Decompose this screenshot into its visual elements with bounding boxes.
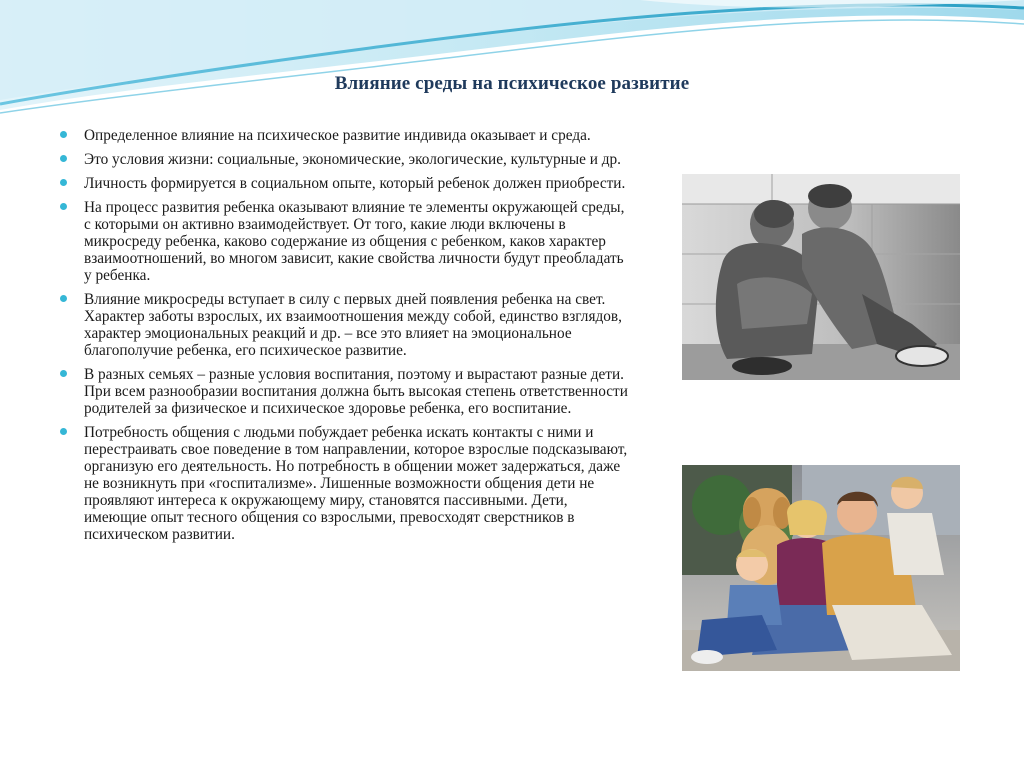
photo-sad-children: [682, 174, 960, 380]
list-item: [60, 424, 630, 543]
bullet-text: Определенное влияние на психическое развитие индивида оказывает и среда.: [84, 127, 591, 144]
bullet-text: Личность формируется в социальном опыте, который ребенок должен приобрести.: [84, 175, 626, 192]
bullet-text: Это условия жизни: социальные, экономические, экологические, культурные и др.: [84, 151, 621, 168]
header-wave-decoration: [0, 0, 1024, 120]
bullet-list: [60, 127, 630, 550]
list-item: [60, 199, 630, 284]
slide-title: Влияние среды на психическое развитие: [334, 73, 690, 94]
list-item: [60, 127, 630, 144]
list-item: [60, 151, 630, 168]
list-item: [60, 291, 630, 359]
bullet-dot-icon: [60, 179, 67, 186]
list-item: [60, 175, 630, 192]
photo-happy-family: [682, 465, 960, 671]
bullet-dot-icon: [60, 131, 67, 138]
bullet-text: Потребность общения с людьми побуждает ребенка искать контакты с ними и перестраивать свое поведение в том направлении, которое взрослые подсказывают, организую его деятельность. Но потребность в общении может задержаться, даже не возникнуть при «госпитализме». Лишенные возможности общения дети не проявляют интереса к окружающему миру, становятся пассивными. Дети, имеющие опыт тесного общения со взрослыми, превосходят сверстников в психическом развитии.: [84, 424, 628, 543]
list-item: [60, 366, 630, 417]
bullet-text: На процесс развития ребенка оказывают влияние те элементы окружающей среды, с которыми он активно взаимодействует. От того, какие люди включены в микросреду ребенка, каково содержание из общения с ребенком, каков характер взаимоотношений, во многом зависит, какие свойства личности будут преобладать у ребенка.: [84, 199, 625, 284]
bullet-dot-icon: [60, 428, 67, 435]
bullet-dot-icon: [60, 295, 67, 302]
bullet-text: В разных семьях – разные условия воспитания, поэтому и вырастают разные дети. При всем разнообразии воспитания должна быть высокая степень ответственности родителей за физическое и психическое здоровье ребенка, его воспитание.: [84, 366, 628, 417]
bullet-dot-icon: [60, 370, 67, 377]
bullet-text: Влияние микросреды вступает в силу с первых дней появления ребенка на свет. Характер заботы взрослых, их взаимоотношения между собой, единство взглядов, характер эмоциональных реакций и др. – все это влияет на эмоциональное благополучие ребенка, его психическое развитие.: [84, 291, 622, 359]
bullet-dot-icon: [60, 155, 67, 162]
bullet-dot-icon: [60, 203, 67, 210]
